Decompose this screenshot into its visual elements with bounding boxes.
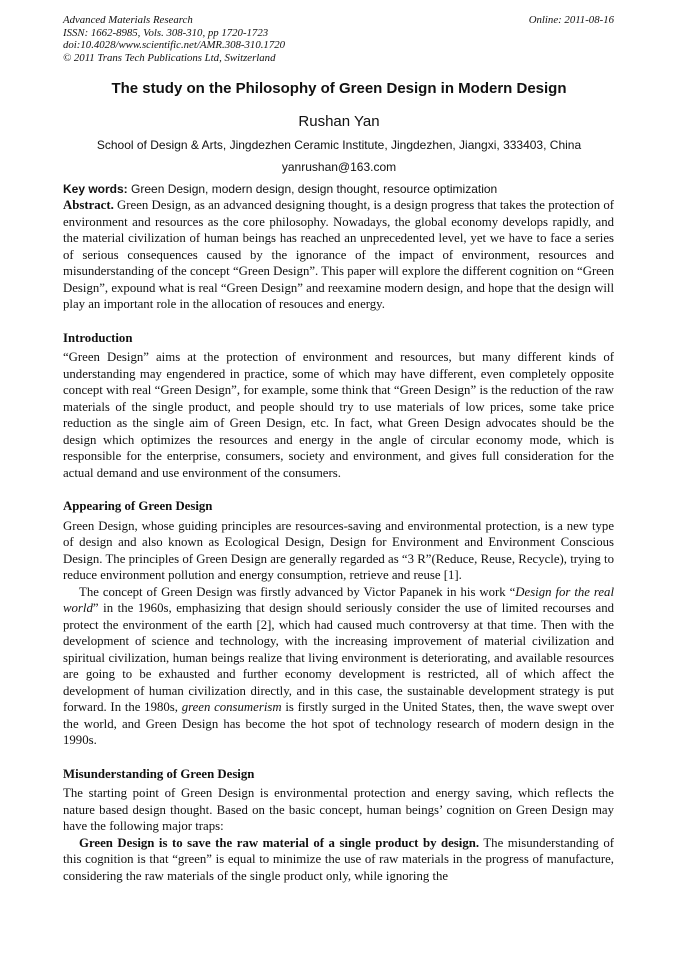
author-name: Rushan Yan: [298, 113, 380, 130]
green-consumerism-term: green consumerism: [181, 700, 282, 714]
abstract-label: Abstract.: [63, 198, 114, 212]
issn-line: ISSN: 1662-8985, Vols. 308-310, pp 1720-1723: [63, 26, 269, 39]
paper-body: [63, 181, 614, 884]
keywords: [63, 181, 614, 197]
keywords-label: Key words:: [63, 182, 128, 196]
author-affiliation: School of Design & Arts, Jingdezhen Ceramic Institute, Jingdezhen, Jiangxi, 333403, China: [96, 138, 582, 152]
trap-explanation: The misunderstanding of this cognition is that “green” is equal to minimize the use of raw materials in the progress of manufacture, considering the raw materials of the single product only, while ignoring the: [63, 835, 614, 883]
copyright-line: © 2011 Trans Tech Publications Ltd, Switzerland: [63, 51, 276, 64]
appearing-p2-part-b: ” in the 1960s, emphasizing that design should seriously consider the use of limited recourses and protect the environment of the earth [2], which had caused much controversy at that time. Then with the development of science and technology, with the increasing improvement of material civilization and spiritual civilization, human beings realize that living environment is deteriorating, and available resources are going to be exhausted and further economy development is restricted, all of which affect the development of human civilization directly, and in this case, the sustainable development strategy is put forward. In the 1980s,: [63, 601, 614, 714]
misunderstanding-paragraph-1: The starting point of Green Design is environmental protection and energy saving, which reflects the nature based design thought. Based on the basic concept, human beings’ cognition on Green Design may have the following major traps:: [63, 786, 614, 833]
online-date: Online: 2011-08-16: [528, 14, 614, 26]
introduction-paragraph: “Green Design” aims at the protection of environment and resources, but many different kinds of understanding may engendered in practice, some of which may have different, even completely opposite concept with real “Green Design”, for example, some think that “Green Design” is the reduction of the raw materials of the single product, and people should try to use materials of low prices, some take price reduction as the single aim of Green Design, etc. In fact, what Green Design advocates should be the design which optimizes the resources and energy in the angle of circular economy mode, which is responsible for the enterprise, consumers, society and environment, and gives full consideration for the actual demand and use environment of the consumers.: [63, 350, 614, 480]
appearing-paragraph-2: [63, 584, 614, 749]
appearing-p2-part-a: The concept of Green Design was firstly advanced by Victor Papanek in his work “: [79, 584, 516, 599]
appearing-paragraph-1: Green Design, whose guiding principles are resources-saving and environmental protection, is a new type of design and also known as Ecological Design, Design for Environment and Environment Conscious Design. The principles of Green Design are generally regarded as “3 R”(Reduce, Reuse, Recycle), trying to reduce environment pollution and energy consumption, retrieve and reuse [1].: [63, 518, 614, 582]
book-title: Design for the real world: [63, 584, 615, 615]
journal-header: [63, 14, 285, 64]
doi-line: doi:10.4028/www.scientific.net/AMR.308-310.1720: [63, 39, 286, 52]
abstract: [63, 197, 614, 313]
paper-title: The study on the Philosophy of Green Design in Modern Design: [111, 80, 567, 97]
journal-name: Advanced Materials Research: [63, 14, 193, 26]
trap-statement: Green Design is to save the raw material of a single product by design.: [79, 835, 480, 850]
section-heading-appearing: Appearing of Green Design: [63, 499, 213, 513]
abstract-text: Green Design, as an advanced designing thought, is a design progress that takes the protection of environment and resources as the core philosophy. Nowadays, the global economy develops rapidly, and the material civilization of human beings has reached an unprecedented level, yet we have to face a series of serious consequences caused by the ignorance of the impact of environment, resources and misunderstanding of the concept “Green Design”. This paper will explore the different cognition on “Green Design”, expound what is real “Green Design” and reexamine modern design, and hope that the design will play an important role in the allocation of resouces and energy.: [63, 198, 614, 311]
section-heading-introduction: Introduction: [63, 330, 133, 345]
keywords-text: Green Design, modern design, design thought, resource optimization: [127, 182, 498, 196]
section-heading-misunderstanding: Misunderstanding of Green Design: [63, 766, 255, 781]
misunderstanding-paragraph-2: [63, 835, 614, 885]
appearing-p2-part-c: is firstly surged in the United States, then, the wave swept over the world, and Green Design has become the hot spot of technology research of modern design in the 1990s.: [63, 700, 614, 747]
author-email: yanrushan@163.com: [281, 160, 397, 174]
